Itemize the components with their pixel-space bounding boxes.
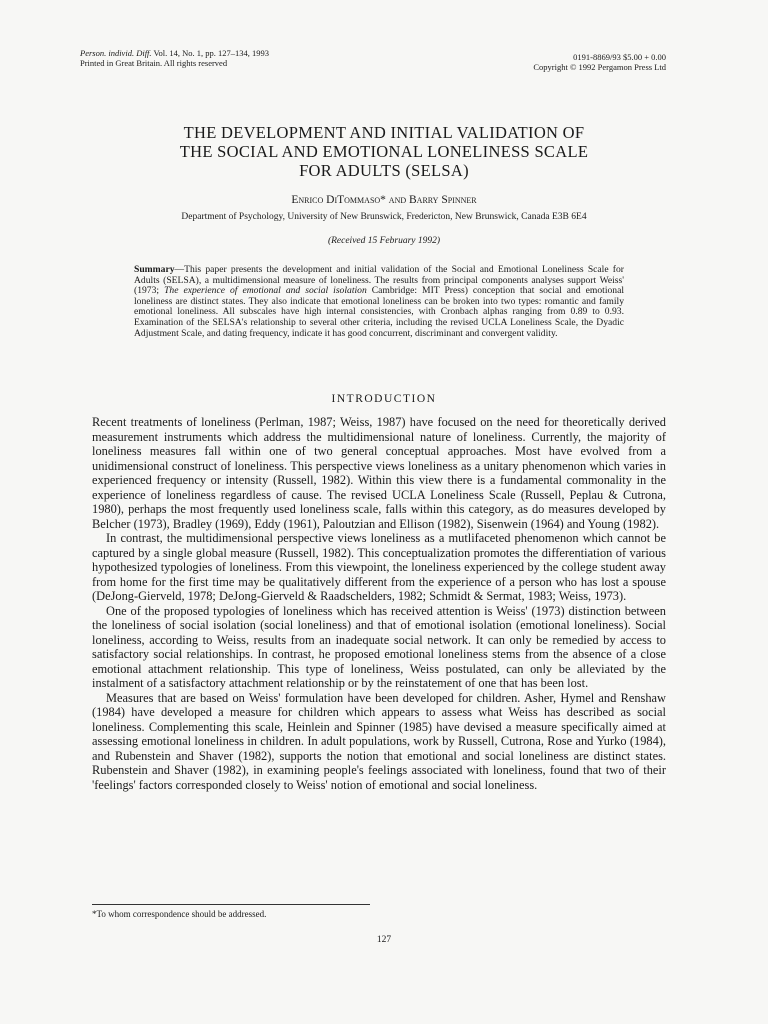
abstract-text: —This paper presents the development and initial validation of the Social and Emotional Loneliness Scale for Adults (SELSA), a multidimensional measure of loneliness. The results from principal components analyses support Weiss' (1973;: [134, 264, 624, 297]
paragraph-1: Recent treatments of loneliness (Perlman, 1987; Weiss, 1987) have focused on the need for theoretically derived measurement instruments which address the multidimensional nature of loneliness. Currently, the majority of loneliness measures fall within one of two general conceptual approaches. Most have evolved from a unidimensional construct of loneliness. This perspective views loneliness as a unitary phenomenon which varies in experienced frequency or intensity (Russell, 1982). Within this view there is a fundamental commonality in the experience of loneliness regardless of cause. The revised UCLA Loneliness Scale (Russell, Peplau & Cutrona, 1980), perhaps the most frequently used loneliness scale, falls within this category, as do measures developed by Belcher (1973), Bradley (1969), Eddy (1961), Paloutzian and Ellison (1982), Sisenwein (1964) and Young (1982).: [92, 415, 666, 531]
abstract-lead: Summary: [134, 264, 175, 275]
journal-header: [80, 48, 269, 68]
paragraph-3: One of the proposed typologies of loneliness which has received attention is Weiss' (1973) distinction between the loneliness of social isolation (social loneliness) and that of emotional isolation (emotional loneliness). Social loneliness, according to Weiss, results from an inadequate social network. It can only be remedied by access to satisfactory social relationships. In contrast, he proposed emotional loneliness stems from the absence of a close emotional attachment relationship. This type of loneliness, Weiss postulated, can only be alleviated by the instalment of a satisfactory attachment relationship or by the reinstatement of one that has been lost.: [92, 603, 666, 690]
footnote-rule: [92, 904, 370, 905]
journal-citation: Vol. 14, No. 1, pp. 127–134, 1993: [151, 48, 270, 58]
copyright-header: [533, 52, 666, 72]
abstract-rest: Cambridge: MIT Press) conception that social and emotional loneliness are distinct states. They also indicate that emotional loneliness can be broken into two types: romantic and family emotional loneliness. All subscales have high internal consistencies, with Cronbach alphas ranging from 0.89 to 0.93. Examination of the SELSA's relationship to several other criteria, including the revised UCLA Loneliness Scale, the Dyadic Adjustment Scale, and dating frequency, indicate it has good concurrent, discriminant and convergent validity.: [134, 285, 625, 339]
issn-price: 0191-8869/93 $5.00 + 0.00: [573, 52, 666, 62]
section-heading: INTRODUCTION: [331, 393, 437, 405]
paragraph-2: In contrast, the multidimensional perspective views loneliness as a mutlifaceted phenomenon which cannot be captured by a single global measure (Russell, 1982). This conceptualization promotes the differentiation of various hypothesized typologies of loneliness. From this viewpoint, the loneliness experienced by the college student away from home for the first time may be qualitatively different from the experience of a person who has lost a spouse (DeJong-Gierveld, 1978; DeJong-Gierveld & Raadschelders, 1982; Schmidt & Sermat, 1983; Weiss, 1973).: [92, 531, 666, 603]
abstract: [134, 265, 624, 339]
paragraph-4: Measures that are based on Weiss' formulation have been developed for children. Asher, Hymel and Renshaw (1984) have developed a measure for children which appears to assess what Weiss has described as social loneliness. Complementing this scale, Heinlein and Spinner (1985) have devised a measure specifically aimed at assessing emotional loneliness in children. In adult populations, work by Russell, Cutrona, Rose and Yurko (1984), and Rubenstein and Shaver (1982), supports the notion that emotional and social loneliness are distinct states. Rubenstein and Shaver (1982), in examining people's feelings associated with loneliness, found that two of their 'feelings' factors corresponded closely to Weiss' notion of emotional and social loneliness.: [92, 690, 666, 792]
abstract-book-title: The experience of emotional and social isolation: [164, 285, 367, 297]
authors: Enrico DiTommaso* and Barry Spinner: [291, 194, 477, 206]
title-line-2: THE SOCIAL AND EMOTIONAL LONELINESS SCALE: [179, 142, 589, 161]
title-line-3: FOR ADULTS (SELSA): [299, 161, 469, 180]
affiliation: Department of Psychology, University of New Brunswick, Fredericton, New Brunswick, Canada E3B 6E4: [181, 212, 587, 222]
body-text: [92, 415, 666, 792]
footnote: *To whom correspondence should be addressed.: [92, 909, 267, 919]
page-number: 127: [376, 935, 392, 945]
paper-title: [100, 123, 668, 180]
title-line-1: THE DEVELOPMENT AND INITIAL VALIDATION OF: [183, 123, 585, 142]
journal-name: Person. individ. Diff.: [80, 48, 152, 58]
copyright-line: Copyright © 1992 Pergamon Press Ltd: [533, 62, 666, 72]
printed-notice: Printed in Great Britain. All rights reserved: [80, 58, 228, 68]
received-date: (Received 15 February 1992): [327, 236, 441, 246]
